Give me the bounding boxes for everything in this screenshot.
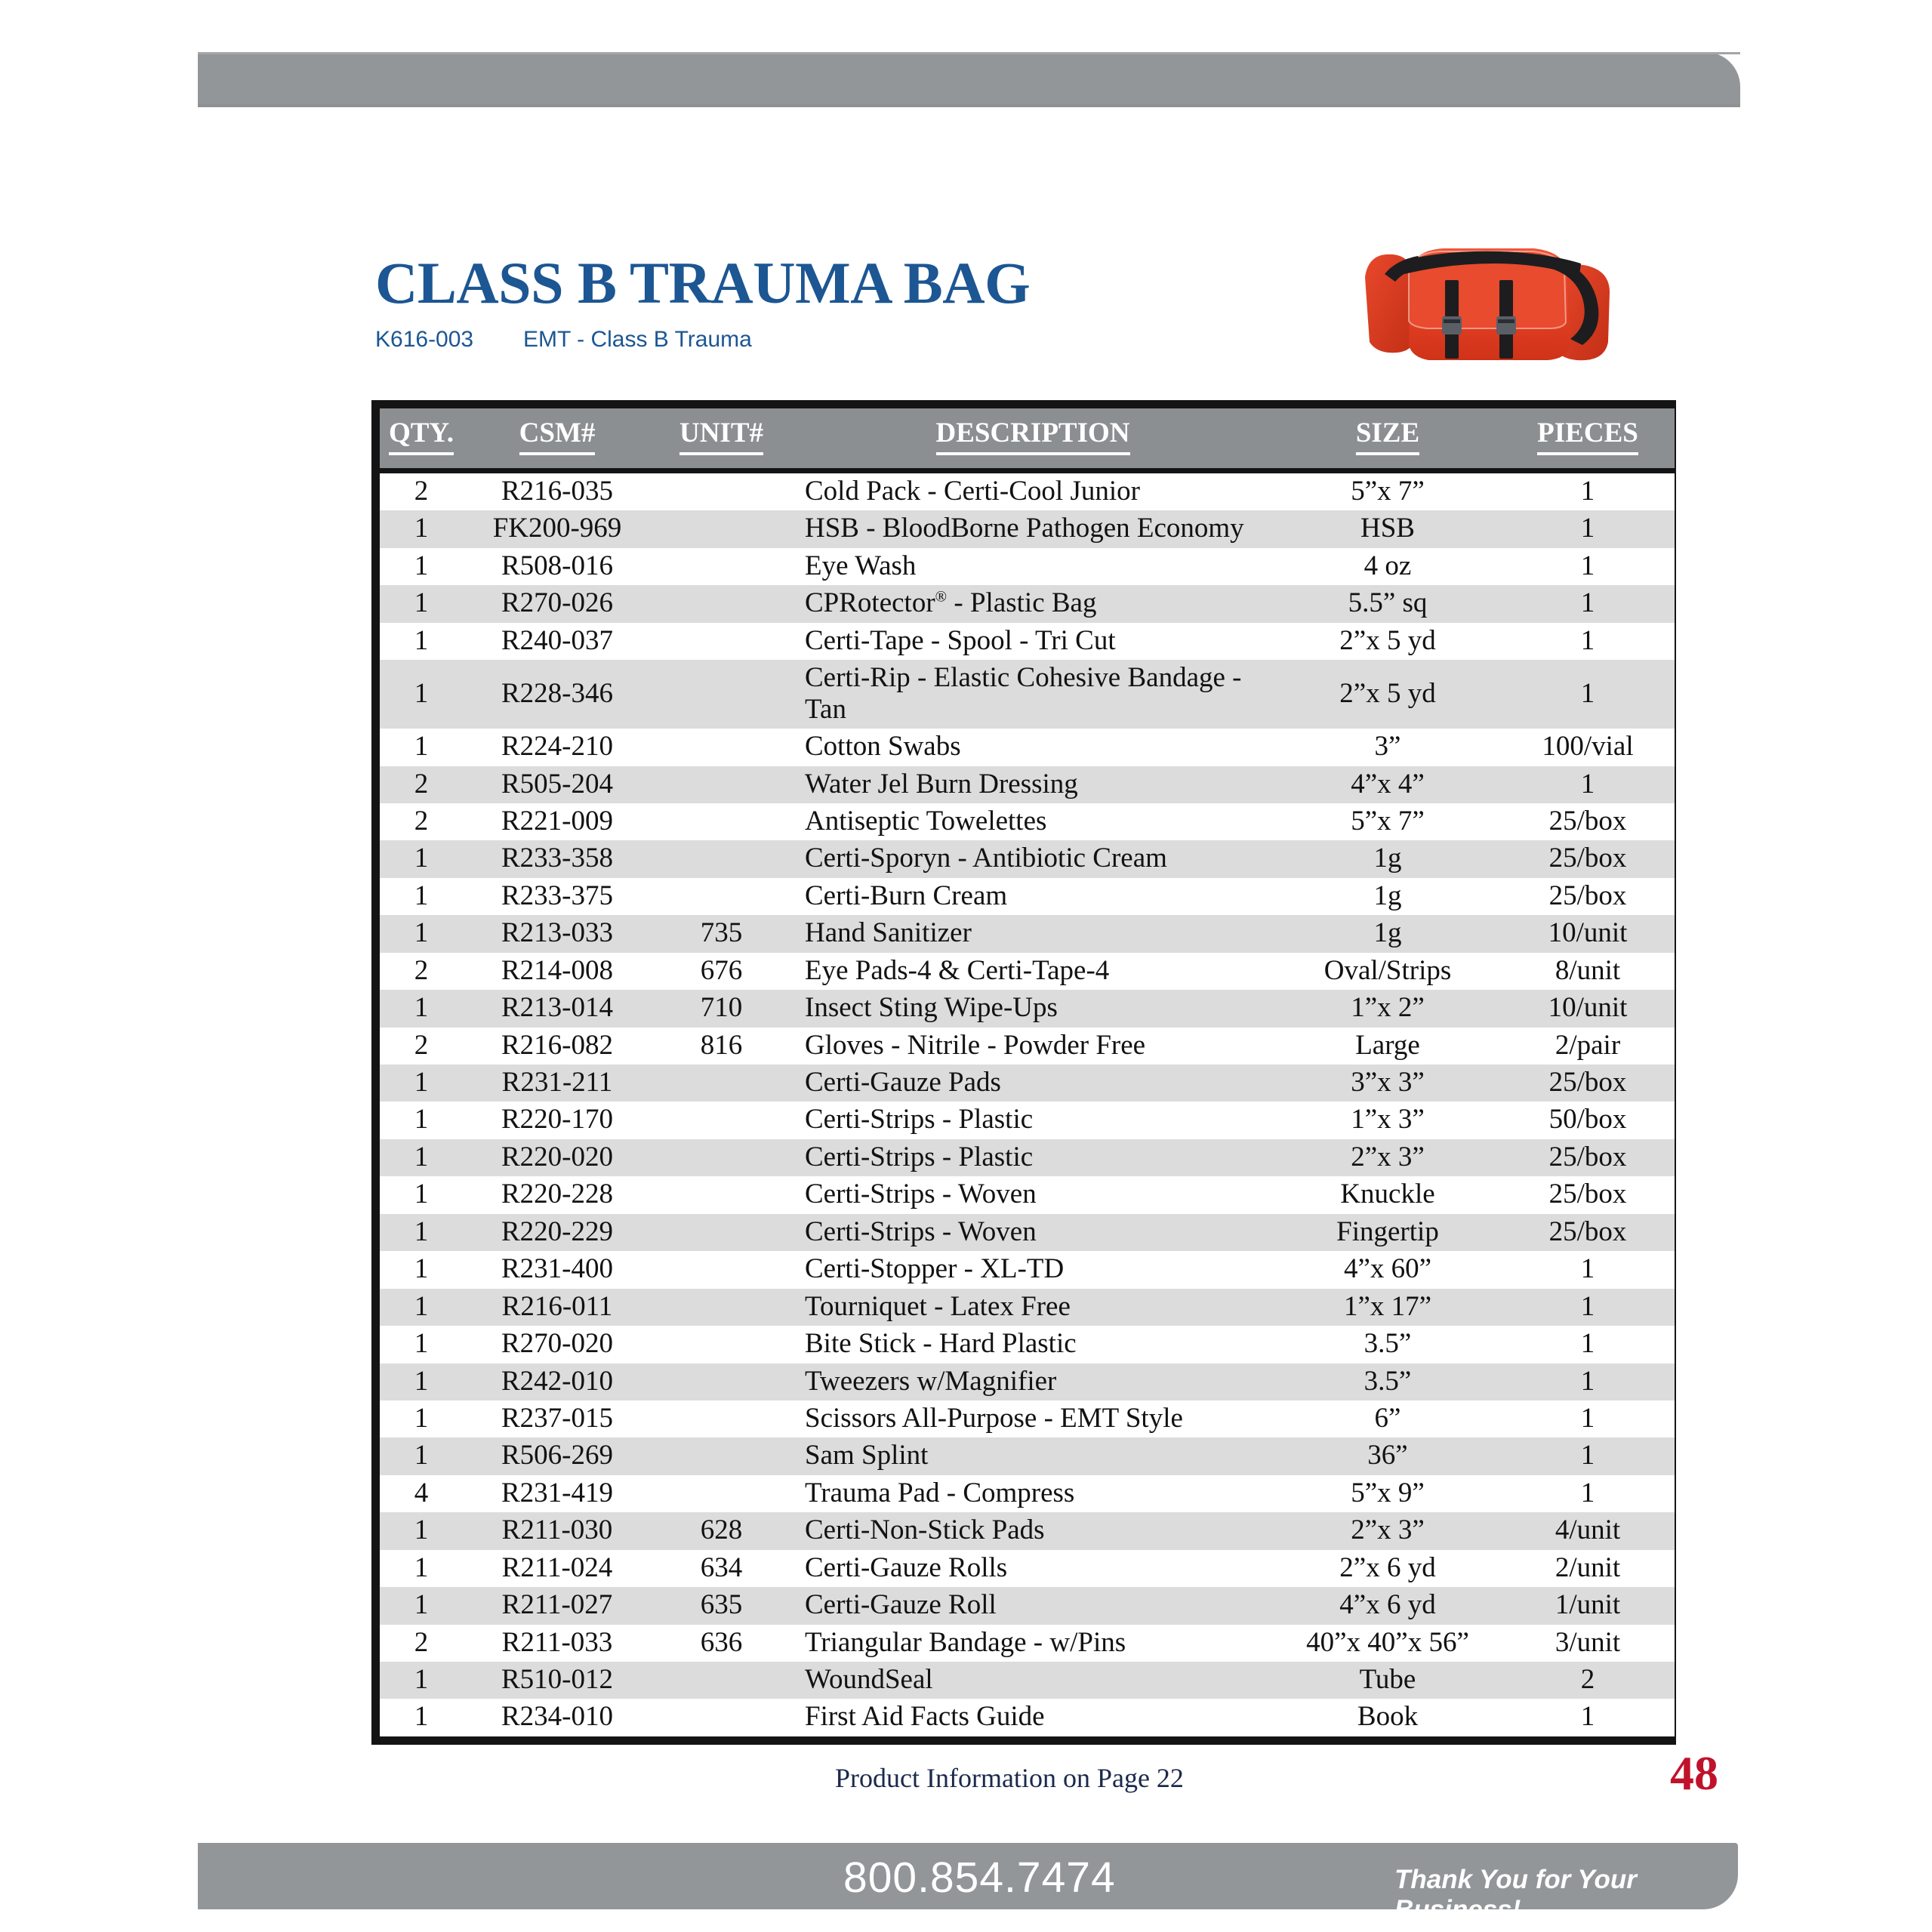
cell-qty: 1: [380, 729, 463, 766]
cell-pieces: 25/box: [1501, 1176, 1675, 1213]
cell-qty: 1: [380, 1437, 463, 1474]
table-body: [380, 471, 1675, 1736]
cell-csm: R216-011: [463, 1289, 652, 1326]
cell-csm: R270-020: [463, 1326, 652, 1363]
cell-pieces: 1/unit: [1501, 1587, 1675, 1624]
cell-description: Certi-Gauze Rolls: [791, 1550, 1274, 1587]
cell-unit: 710: [652, 990, 791, 1027]
cell-csm: R211-027: [463, 1587, 652, 1624]
table-row: [380, 623, 1675, 660]
cell-description: Certi-Sporyn - Antibiotic Cream: [791, 840, 1274, 877]
cell-unit: [652, 623, 791, 660]
cell-pieces: 1: [1501, 548, 1675, 585]
cell-unit: [652, 1065, 791, 1102]
cell-csm: R240-037: [463, 623, 652, 660]
cell-unit: [652, 1289, 791, 1326]
table-row: [380, 660, 1675, 729]
cell-qty: 1: [380, 1065, 463, 1102]
cell-unit: [652, 585, 791, 622]
cell-unit: [652, 548, 791, 585]
cell-pieces: 1: [1501, 1326, 1675, 1363]
cell-csm: R242-010: [463, 1363, 652, 1400]
cell-unit: [652, 729, 791, 766]
cell-pieces: 10/unit: [1501, 915, 1675, 952]
cell-csm: R213-033: [463, 915, 652, 952]
cell-pieces: 25/box: [1501, 878, 1675, 915]
cell-pieces: 1: [1501, 1363, 1675, 1400]
cell-csm: R231-211: [463, 1065, 652, 1102]
cell-description: WoundSeal: [791, 1662, 1274, 1699]
cell-size: 1”x 17”: [1274, 1289, 1501, 1326]
cell-unit: [652, 510, 791, 547]
cell-description: CPRotector® - Plastic Bag: [791, 585, 1274, 622]
product-sku: K616-003: [375, 327, 474, 353]
cell-qty: 1: [380, 840, 463, 877]
cell-qty: 1: [380, 660, 463, 729]
cell-size: 1g: [1274, 840, 1501, 877]
cell-csm: R224-210: [463, 729, 652, 766]
cell-size: 5”x 7”: [1274, 471, 1501, 511]
table-row: [380, 1437, 1675, 1474]
table-row: [380, 585, 1675, 622]
cell-description: Gloves - Nitrile - Powder Free: [791, 1028, 1274, 1065]
cell-unit: [652, 1662, 791, 1699]
cell-unit: [652, 1139, 791, 1176]
headline-block: [375, 250, 1357, 353]
cell-description: HSB - BloodBorne Pathogen Economy: [791, 510, 1274, 547]
cell-size: 2”x 3”: [1274, 1512, 1501, 1549]
cell-qty: 1: [380, 1550, 463, 1587]
cell-description: Cold Pack - Certi-Cool Junior: [791, 471, 1274, 511]
cell-description: Certi-Rip - Elastic Cohesive Bandage - Tan: [791, 660, 1274, 729]
cell-qty: 1: [380, 1699, 463, 1736]
column-header-qty: QTY.: [380, 408, 463, 471]
table-row: [380, 1251, 1675, 1288]
cell-unit: [652, 1214, 791, 1251]
cell-size: Tube: [1274, 1662, 1501, 1699]
cell-pieces: 1: [1501, 1251, 1675, 1288]
cell-unit: [652, 1363, 791, 1400]
cell-description: Tweezers w/Magnifier: [791, 1363, 1274, 1400]
cell-csm: R234-010: [463, 1699, 652, 1736]
cell-description: Scissors All-Purpose - EMT Style: [791, 1400, 1274, 1437]
cell-qty: 2: [380, 1625, 463, 1662]
cell-csm: R211-033: [463, 1625, 652, 1662]
cell-size: 5.5” sq: [1274, 585, 1501, 622]
cell-unit: [652, 878, 791, 915]
cell-unit: [652, 1437, 791, 1474]
cell-pieces: 10/unit: [1501, 990, 1675, 1027]
cell-csm: R231-419: [463, 1475, 652, 1512]
cell-size: 4”x 4”: [1274, 766, 1501, 803]
cell-description: Certi-Burn Cream: [791, 878, 1274, 915]
cell-size: 2”x 5 yd: [1274, 623, 1501, 660]
thank-you-message: Thank You for Your Business!: [1394, 1865, 1637, 1924]
cell-qty: 1: [380, 548, 463, 585]
cell-size: 4”x 6 yd: [1274, 1587, 1501, 1624]
cell-csm: R233-375: [463, 878, 652, 915]
cell-qty: 1: [380, 623, 463, 660]
cell-qty: 2: [380, 471, 463, 511]
cell-unit: [652, 1176, 791, 1213]
cell-description: Certi-Strips - Woven: [791, 1176, 1274, 1213]
cell-qty: 1: [380, 990, 463, 1027]
cell-qty: 2: [380, 803, 463, 840]
cell-size: 6”: [1274, 1400, 1501, 1437]
cell-description: Insect Sting Wipe-Ups: [791, 990, 1274, 1027]
cell-size: 1g: [1274, 915, 1501, 952]
cell-pieces: 1: [1501, 1400, 1675, 1437]
cell-unit: 676: [652, 953, 791, 990]
table-row: [380, 510, 1675, 547]
table-row: [380, 1400, 1675, 1437]
cell-unit: 816: [652, 1028, 791, 1065]
cell-pieces: 1: [1501, 1437, 1675, 1474]
cell-size: 36”: [1274, 1437, 1501, 1474]
table-row: [380, 1587, 1675, 1624]
cell-csm: R233-358: [463, 840, 652, 877]
cell-size: 1g: [1274, 878, 1501, 915]
cell-qty: 1: [380, 1363, 463, 1400]
cell-description: Certi-Tape - Spool - Tri Cut: [791, 623, 1274, 660]
cell-csm: R216-082: [463, 1028, 652, 1065]
cell-size: 3”: [1274, 729, 1501, 766]
cell-qty: 2: [380, 1028, 463, 1065]
cell-description: Hand Sanitizer: [791, 915, 1274, 952]
product-information-note: Product Information on Page 22: [835, 1763, 1184, 1793]
cell-pieces: 100/vial: [1501, 729, 1675, 766]
cell-pieces: 2/pair: [1501, 1028, 1675, 1065]
column-header-unit: UNIT#: [652, 408, 791, 471]
cell-unit: [652, 1326, 791, 1363]
cell-csm: R237-015: [463, 1400, 652, 1437]
table-row: [380, 953, 1675, 990]
cell-size: 5”x 9”: [1274, 1475, 1501, 1512]
table-row: [380, 1139, 1675, 1176]
bottom-footer-bar: [198, 1843, 1738, 1924]
cell-pieces: 2/unit: [1501, 1550, 1675, 1587]
cell-pieces: 3/unit: [1501, 1625, 1675, 1662]
cell-csm: R508-016: [463, 548, 652, 585]
cell-qty: 1: [380, 1102, 463, 1139]
cell-csm: R510-012: [463, 1662, 652, 1699]
product-subtitle-row: [375, 327, 1357, 353]
cell-unit: 735: [652, 915, 791, 952]
cell-qty: 1: [380, 1139, 463, 1176]
cell-qty: 2: [380, 766, 463, 803]
cell-csm: R211-024: [463, 1550, 652, 1587]
column-header-size: SIZE: [1274, 408, 1501, 471]
cell-pieces: 1: [1501, 1289, 1675, 1326]
cell-pieces: 25/box: [1501, 1139, 1675, 1176]
cell-csm: R506-269: [463, 1437, 652, 1474]
table-row: [380, 1065, 1675, 1102]
cell-csm: R505-204: [463, 766, 652, 803]
cell-qty: 1: [380, 915, 463, 952]
cell-qty: 1: [380, 1587, 463, 1624]
cell-pieces: 25/box: [1501, 803, 1675, 840]
table-row: [380, 990, 1675, 1027]
table-row: [380, 803, 1675, 840]
cell-qty: 1: [380, 1214, 463, 1251]
table-head: [380, 408, 1675, 471]
cell-pieces: 1: [1501, 471, 1675, 511]
cell-unit: [652, 1699, 791, 1736]
cell-csm: FK200-969: [463, 510, 652, 547]
cell-description: First Aid Facts Guide: [791, 1699, 1274, 1736]
cell-size: 3.5”: [1274, 1326, 1501, 1363]
table-row: [380, 840, 1675, 877]
cell-csm: R270-026: [463, 585, 652, 622]
top-header-bar: [198, 52, 1740, 107]
cell-size: 2”x 5 yd: [1274, 660, 1501, 729]
cell-qty: 1: [380, 510, 463, 547]
cell-size: 1”x 2”: [1274, 990, 1501, 1027]
cell-size: 2”x 6 yd: [1274, 1550, 1501, 1587]
cell-unit: [652, 471, 791, 511]
cell-unit: 628: [652, 1512, 791, 1549]
cell-qty: 2: [380, 953, 463, 990]
cell-pieces: 25/box: [1501, 1065, 1675, 1102]
table-row: [380, 1176, 1675, 1213]
cell-unit: [652, 660, 791, 729]
cell-qty: 1: [380, 1662, 463, 1699]
table-row: [380, 729, 1675, 766]
cell-unit: [652, 1400, 791, 1437]
cell-unit: [652, 803, 791, 840]
cell-description: Triangular Bandage - w/Pins: [791, 1625, 1274, 1662]
table-row: [380, 915, 1675, 952]
cell-size: Oval/Strips: [1274, 953, 1501, 990]
table-row: [380, 1699, 1675, 1736]
column-header-description: DESCRIPTION: [791, 408, 1274, 471]
cell-description: Eye Pads-4 & Certi-Tape-4: [791, 953, 1274, 990]
table-row: [380, 1625, 1675, 1662]
cell-pieces: 1: [1501, 1699, 1675, 1736]
cell-size: 3.5”: [1274, 1363, 1501, 1400]
cell-size: Fingertip: [1274, 1214, 1501, 1251]
cell-pieces: 1: [1501, 510, 1675, 547]
cell-csm: R220-229: [463, 1214, 652, 1251]
table-row: [380, 471, 1675, 511]
cell-pieces: 8/unit: [1501, 953, 1675, 990]
table-row: [380, 1512, 1675, 1549]
cell-unit: 636: [652, 1625, 791, 1662]
cell-description: Certi-Stopper - XL-TD: [791, 1251, 1274, 1288]
cell-description: Trauma Pad - Compress: [791, 1475, 1274, 1512]
page-number: 48: [1670, 1746, 1718, 1800]
table-row: [380, 1475, 1675, 1512]
cell-size: 2”x 3”: [1274, 1139, 1501, 1176]
table-row: [380, 878, 1675, 915]
top-bar-highlight: [198, 52, 1740, 54]
cell-unit: [652, 1251, 791, 1288]
cell-description: Cotton Swabs: [791, 729, 1274, 766]
cell-qty: 1: [380, 1251, 463, 1288]
cell-pieces: 25/box: [1501, 1214, 1675, 1251]
cell-qty: 1: [380, 1176, 463, 1213]
product-name: EMT - Class B Trauma: [523, 327, 752, 353]
cell-description: Tourniquet - Latex Free: [791, 1289, 1274, 1326]
cell-qty: 1: [380, 878, 463, 915]
table-row: [380, 766, 1675, 803]
cell-description: Eye Wash: [791, 548, 1274, 585]
table-row: [380, 1363, 1675, 1400]
cell-description: Sam Splint: [791, 1437, 1274, 1474]
cell-csm: R231-400: [463, 1251, 652, 1288]
cell-pieces: 1: [1501, 766, 1675, 803]
table-row: [380, 1550, 1675, 1587]
cell-csm: R221-009: [463, 803, 652, 840]
cell-unit: [652, 1102, 791, 1139]
cell-qty: 1: [380, 1326, 463, 1363]
table-row: [380, 1289, 1675, 1326]
cell-pieces: 1: [1501, 585, 1675, 622]
cell-size: HSB: [1274, 510, 1501, 547]
column-header-pieces: PIECES: [1501, 408, 1675, 471]
table-row: [380, 1662, 1675, 1699]
cell-qty: 1: [380, 1400, 463, 1437]
cell-description: Bite Stick - Hard Plastic: [791, 1326, 1274, 1363]
cell-csm: R211-030: [463, 1512, 652, 1549]
cell-csm: R220-228: [463, 1176, 652, 1213]
cell-description: Antiseptic Towelettes: [791, 803, 1274, 840]
cell-size: Book: [1274, 1699, 1501, 1736]
cell-qty: 1: [380, 1289, 463, 1326]
cell-pieces: 2: [1501, 1662, 1675, 1699]
cell-csm: R228-346: [463, 660, 652, 729]
cell-unit: [652, 766, 791, 803]
top-bar-shadow: [198, 104, 1740, 107]
cell-unit: [652, 1475, 791, 1512]
product-photo-trauma-bag: [1351, 230, 1623, 381]
cell-description: Certi-Gauze Roll: [791, 1587, 1274, 1624]
cell-pieces: 1: [1501, 1475, 1675, 1512]
table-header-row: [380, 408, 1675, 471]
cell-pieces: 1: [1501, 623, 1675, 660]
cell-csm: R213-014: [463, 990, 652, 1027]
cell-size: Knuckle: [1274, 1176, 1501, 1213]
page-title: CLASS B TRAUMA BAG: [375, 250, 1031, 316]
cell-description: Certi-Strips - Plastic: [791, 1102, 1274, 1139]
cell-description: Water Jel Burn Dressing: [791, 766, 1274, 803]
cell-csm: R214-008: [463, 953, 652, 990]
cell-pieces: 1: [1501, 660, 1675, 729]
parts-table: [380, 408, 1675, 1736]
cell-qty: 1: [380, 585, 463, 622]
cell-size: 40”x 40”x 56”: [1274, 1625, 1501, 1662]
column-header-csm: CSM#: [463, 408, 652, 471]
cell-pieces: 50/box: [1501, 1102, 1675, 1139]
cell-size: 4 oz: [1274, 548, 1501, 585]
cell-pieces: 4/unit: [1501, 1512, 1675, 1549]
phone-number: 800.854.7474: [843, 1853, 1116, 1902]
cell-csm: R220-170: [463, 1102, 652, 1139]
cell-csm: R216-035: [463, 471, 652, 511]
cell-size: 3”x 3”: [1274, 1065, 1501, 1102]
cell-qty: 4: [380, 1475, 463, 1512]
table-row: [380, 1326, 1675, 1363]
cell-size: 5”x 7”: [1274, 803, 1501, 840]
cell-description: Certi-Strips - Plastic: [791, 1139, 1274, 1176]
cell-description: Certi-Non-Stick Pads: [791, 1512, 1274, 1549]
cell-size: 1”x 3”: [1274, 1102, 1501, 1139]
cell-description: Certi-Gauze Pads: [791, 1065, 1274, 1102]
table-row: [380, 1028, 1675, 1065]
table-row: [380, 1214, 1675, 1251]
cell-unit: [652, 840, 791, 877]
cell-size: Large: [1274, 1028, 1501, 1065]
table-row: [380, 1102, 1675, 1139]
cell-unit: 634: [652, 1550, 791, 1587]
parts-table-container: [371, 400, 1676, 1745]
cell-qty: 1: [380, 1512, 463, 1549]
cell-unit: 635: [652, 1587, 791, 1624]
cell-size: 4”x 60”: [1274, 1251, 1501, 1288]
table-row: [380, 548, 1675, 585]
cell-description: Certi-Strips - Woven: [791, 1214, 1274, 1251]
cell-pieces: 25/box: [1501, 840, 1675, 877]
cell-csm: R220-020: [463, 1139, 652, 1176]
